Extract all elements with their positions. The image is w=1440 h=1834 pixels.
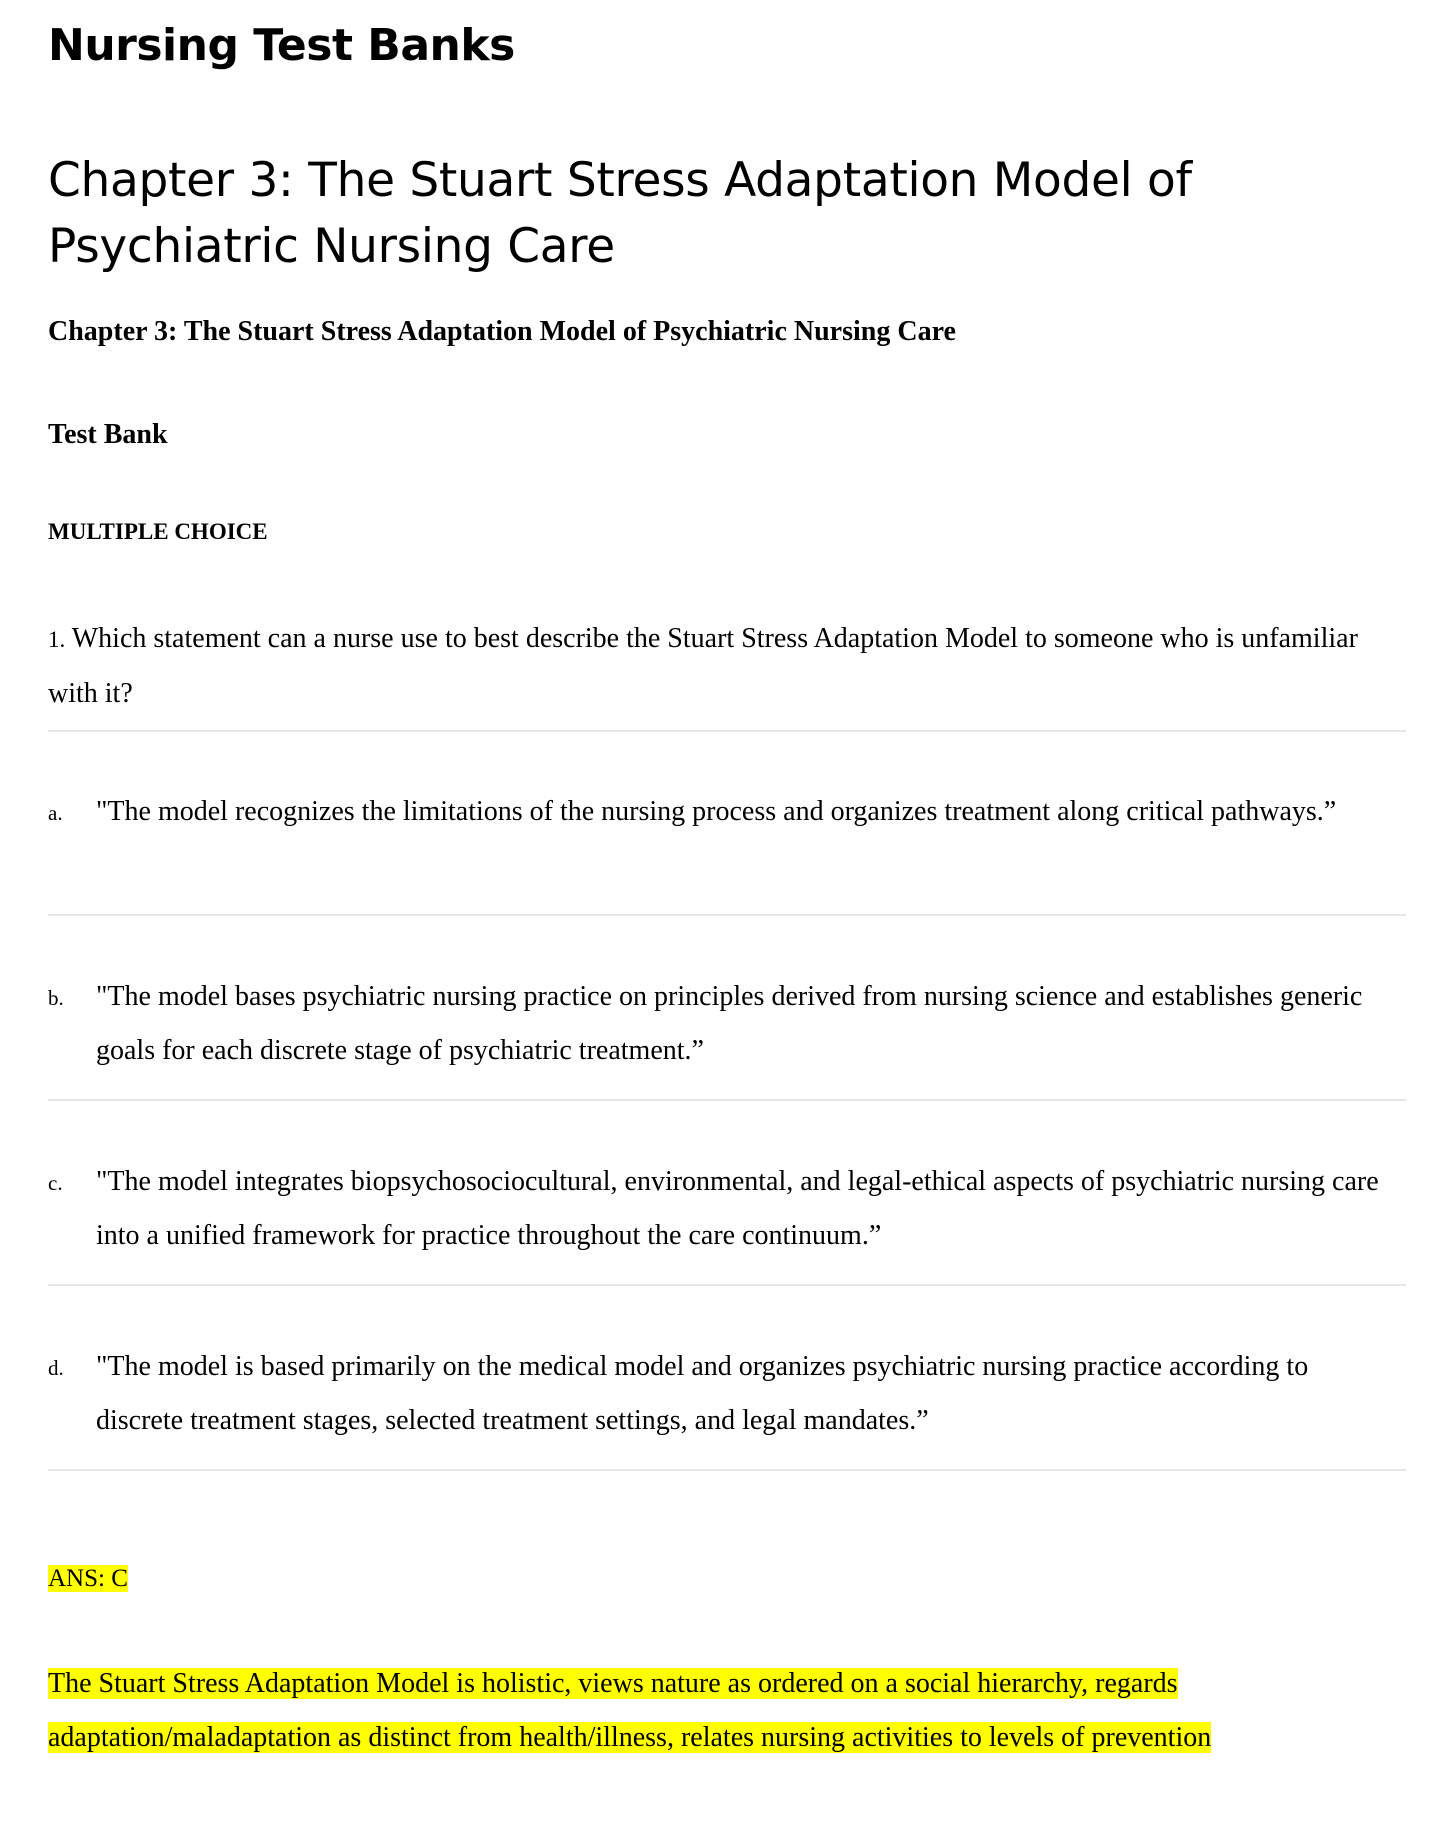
answer-key [48, 1562, 128, 1596]
divider [48, 1284, 1406, 1286]
option-letter: b. [48, 986, 64, 1010]
option-text: "The model is based primarily on the medical model and organizes psychiatric nursing practice according to discrete treatment stages, selected treatment settings, and legal mandates.” [96, 1351, 1309, 1436]
option-c [48, 1155, 1406, 1265]
option-letter: d. [48, 1356, 64, 1380]
option-text: "The model integrates biopsychosociocultural, environmental, and legal-ethical aspects of psychiatric nursing care into a unified framework for practice throughout the care continuum.” [96, 1166, 1379, 1251]
chapter-heading: Chapter 3: The Stuart Stress Adaptation Model of Psychiatric Nursing Care [48, 153, 1192, 274]
rationale-highlight: The Stuart Stress Adaptation Model is holistic, views nature as ordered on a social hierarchy, regards adaptation/maladaptation as distinct from health/illness, relates nursing activities to levels of prevention [48, 1668, 1212, 1753]
chapter-subheading: Chapter 3: The Stuart Stress Adaptation Model of Psychiatric Nursing Care [48, 316, 956, 347]
option-text: "The model bases psychiatric nursing practice on principles derived from nursing science and establishes generic goals for each discrete stage of psychiatric treatment.” [96, 981, 1363, 1066]
divider [48, 1099, 1406, 1101]
divider [48, 730, 1406, 732]
option-text: "The model recognizes the limitations of the nursing process and organizes treatment along critical pathways.” [96, 796, 1337, 827]
rationale-text [48, 1657, 1406, 1765]
question-stem [48, 612, 1406, 721]
divider [48, 914, 1406, 916]
section-label: Test Bank [48, 419, 168, 450]
option-a [48, 785, 1406, 895]
question-type-label: MULTIPLE CHOICE [48, 519, 268, 544]
answer-highlight: ANS: C [48, 1565, 128, 1592]
question-text: Which statement can a nurse use to best describe the Stuart Stress Adaptation Model to someone who is unfamiliar with it? [48, 623, 1358, 709]
option-b [48, 970, 1406, 1080]
divider [48, 1469, 1406, 1471]
question-number: 1. [48, 627, 66, 652]
option-letter: a. [48, 801, 63, 825]
option-d [48, 1340, 1406, 1450]
option-letter: c. [48, 1171, 63, 1195]
site-title: Nursing Test Banks [48, 20, 515, 71]
